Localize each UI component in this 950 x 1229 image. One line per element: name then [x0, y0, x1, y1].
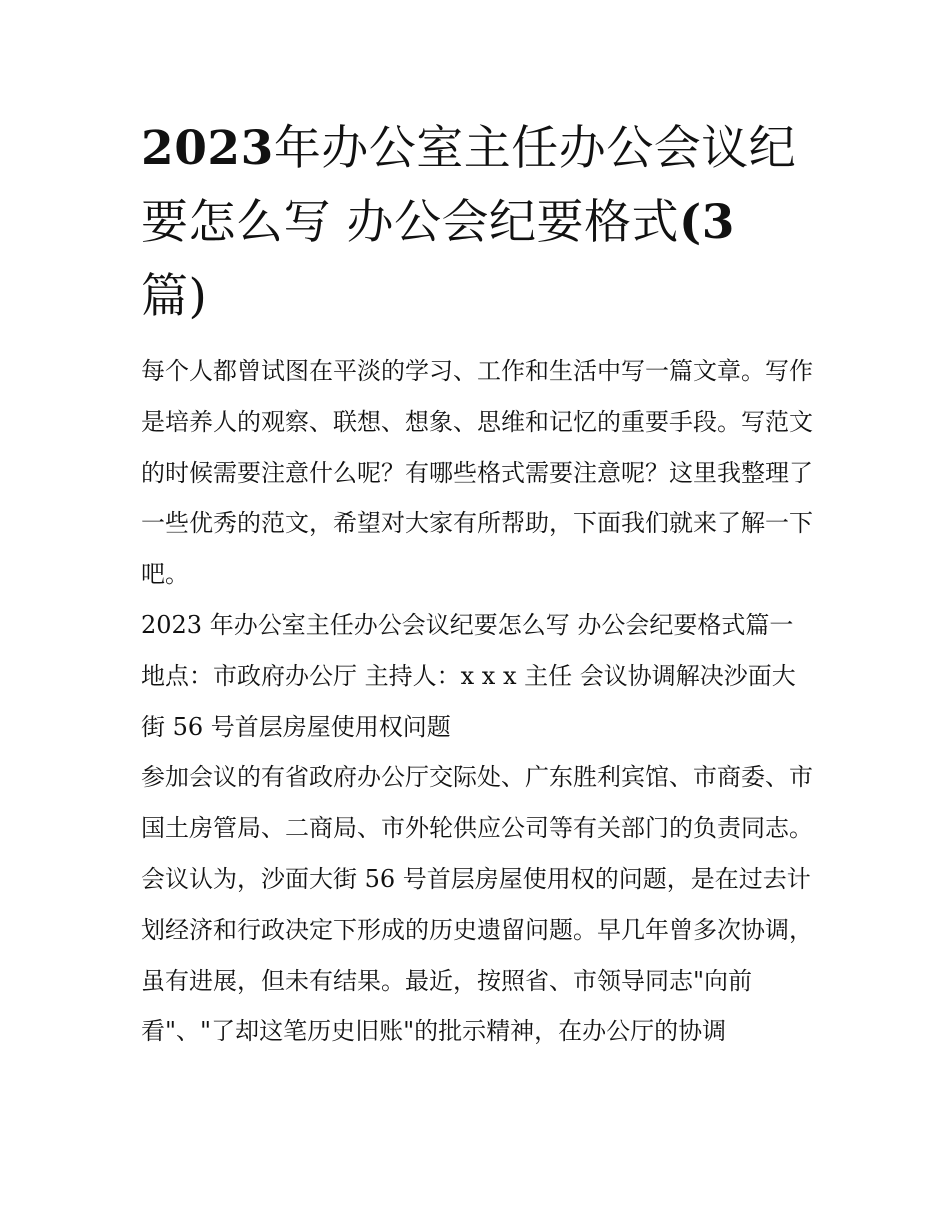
- title-year: 2023: [141, 121, 274, 176]
- intro-paragraph: 每个人都曾试图在平淡的学习、工作和生活中写一篇文章。写作是培养人的观察、联想、想象、思维和记忆的重要手段。写范文的时候需要注意什么呢？有哪些格式需要注意呢？这里我整理了一些优秀的范文，希望对大家有所帮助，下面我们就来了解一下吧。: [141, 357, 813, 589]
- meeting-info-paragraph: 地点：市政府办公厅 主持人：x x x 主任 会议协调解决沙面大街 56 号首层房屋使用权问题: [141, 661, 796, 741]
- title-count: (3: [678, 195, 735, 250]
- title-suffix: 篇): [141, 269, 208, 324]
- title-text: 年办公室主任办公会议纪要怎么写 办公会纪要格式: [141, 121, 797, 250]
- section-heading: 2023 年办公室主任办公会议纪要怎么写 办公会纪要格式篇一: [141, 610, 794, 639]
- attendees-paragraph: 参加会议的有省政府办公厅交际处、广东胜利宾馆、市商委、市国土房管局、二商局、市外轮供应公司等有关部门的负责同志。: [141, 763, 813, 843]
- document-title: [141, 112, 813, 334]
- document-body: [141, 112, 813, 1057]
- conclusion-paragraph: 会议认为，沙面大街 56 号首层房屋使用权的问题，是在过去计划经济和行政决定下形成的历史遗留问题。早几年曾多次协调，虽有进展，但未有结果。最近，按照省、市领导同志"向前看"、"了却这笔历史旧账"的批示精神，在办公厅的协调: [141, 864, 813, 1046]
